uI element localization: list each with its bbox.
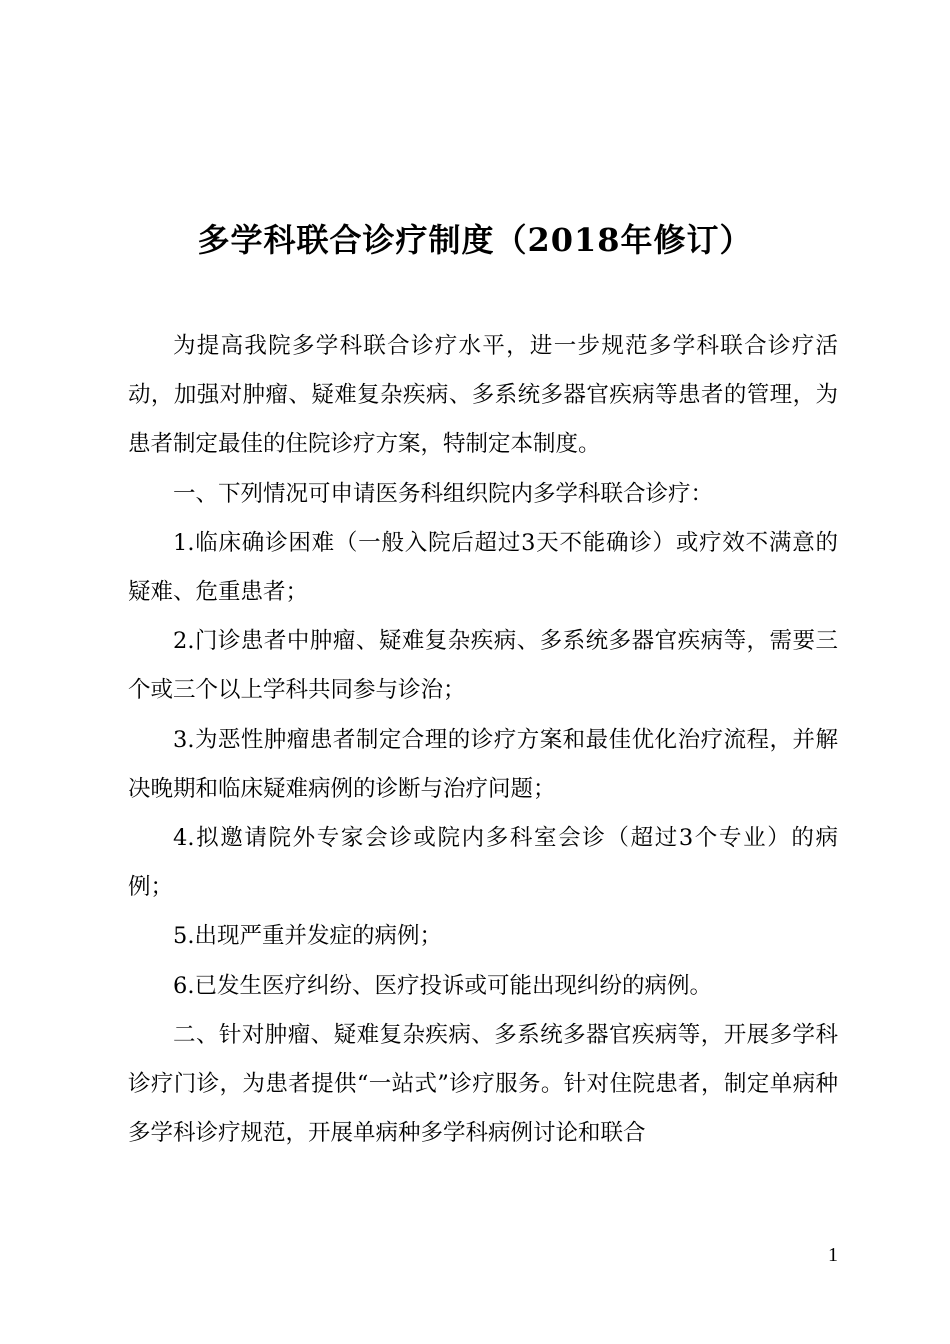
section-2-paragraph: 二、针对肿瘤、疑难复杂疾病、多系统多器官疾病等，开展多学科诊疗门诊，为患者提供“一站式”诊疗服务。针对住院患者，制定单病种多学科诊疗规范，开展单病种多学科病例讨论和联合 [128,1021,838,1147]
list-item-5: 5.出现严重并发症的病例； [173,923,442,950]
document-body [128,322,838,1158]
section-heading-1: 一、下列情况可申请医务科组织院内多学科联合诊疗： [173,480,714,507]
list-item-4: 4.拟邀请院外专家会诊或院内多科室会诊（超过3个专业）的病例； [128,825,838,901]
paragraph-intro: 为提高我院多学科联合诊疗水平，进一步规范多学科联合诊疗活动，加强对肿瘤、疑难复杂疾病、多系统多器官疾病等患者的管理，为患者制定最佳的住院诊疗方案，特制定本制度。 [128,333,838,458]
list-item-2: 2.门诊患者中肿瘤、疑难复杂疾病、多系统多器官疾病等，需要三个或三个以上学科共同参与诊治； [128,628,838,704]
list-item-3: 3.为恶性肿瘤患者制定合理的诊疗方案和最佳优化治疗流程，并解决晚期和临床疑难病例的诊断与治疗问题； [128,726,838,802]
page-number: 1 [828,1244,838,1266]
list-item-6: 6.已发生医疗纠纷、医疗投诉或可能出现纠纷的病例。 [173,972,712,999]
document-title: 多学科联合诊疗制度（2018年修订） [197,221,753,259]
list-item-1: 1.临床确诊困难（一般入院后超过3天不能确诊）或疗效不满意的疑难、危重患者； [128,529,838,606]
